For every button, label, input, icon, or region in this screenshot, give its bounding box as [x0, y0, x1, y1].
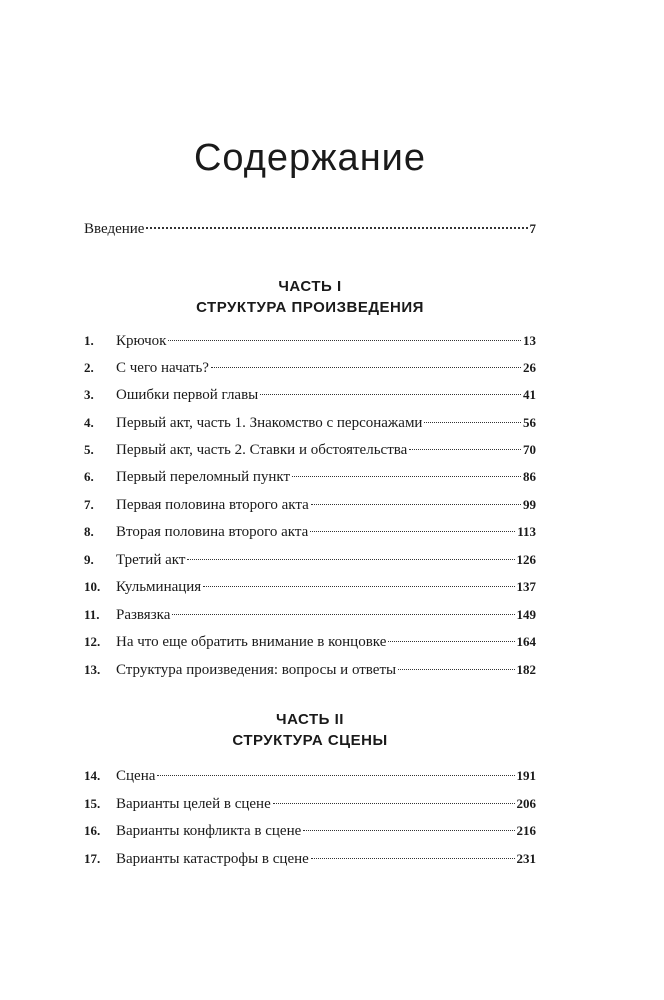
- chapter-number: 14.: [84, 768, 101, 783]
- chapter-title: Сцена: [116, 768, 156, 784]
- page-title: Содержание: [193, 137, 427, 180]
- dot-leader: [211, 367, 521, 368]
- chapter-page: 182: [516, 662, 536, 677]
- chapter-number: 11.: [84, 607, 100, 622]
- chapter-page: 70: [523, 442, 536, 457]
- dot-leader: [187, 559, 514, 560]
- chapter-title: Первый акт, часть 1. Знакомство с персонажами: [116, 415, 423, 431]
- chapter-page: 126: [516, 552, 536, 567]
- dot-leader: [303, 830, 514, 831]
- dot-leader: [203, 586, 514, 587]
- chapter-title: Вторая половина второго акта: [116, 524, 309, 540]
- toc-entry[interactable]: [84, 522, 536, 542]
- toc-entry[interactable]: [84, 577, 536, 597]
- toc-entry[interactable]: [84, 467, 536, 487]
- chapter-page: 206: [516, 796, 536, 811]
- chapter-number: 7.: [84, 497, 94, 512]
- toc-entry[interactable]: [84, 660, 536, 680]
- chapter-title: Варианты катастрофы в сцене: [116, 851, 309, 867]
- chapter-number: 12.: [84, 634, 101, 649]
- part-heading: [84, 709, 536, 751]
- chapter-number: 2.: [84, 360, 94, 375]
- chapter-page: 191: [516, 768, 536, 783]
- toc-entry[interactable]: [84, 440, 536, 460]
- chapter-page: 113: [517, 524, 536, 539]
- chapter-number: 5.: [84, 442, 94, 457]
- chapter-title: С чего начать?: [116, 360, 209, 376]
- chapter-page: 231: [516, 851, 536, 866]
- chapter-page: 164: [516, 634, 536, 649]
- chapter-page: 26: [523, 360, 536, 375]
- chapter-title: Первая половина второго акта: [116, 497, 309, 513]
- chapter-page: 13: [523, 333, 536, 348]
- chapter-title: Варианты целей в сцене: [116, 796, 271, 812]
- toc-entry[interactable]: [84, 766, 536, 786]
- chapter-title: Крючок: [116, 333, 167, 349]
- toc-entry[interactable]: [84, 632, 536, 652]
- dot-leader: [311, 858, 515, 859]
- chapter-title: Первый переломный пункт: [116, 469, 291, 485]
- toc-entry[interactable]: [84, 821, 536, 841]
- chapter-title: Первый акт, часть 2. Ставки и обстоятельства: [116, 442, 408, 458]
- dot-leader: [146, 227, 527, 229]
- toc-entry-intro[interactable]: [84, 219, 536, 239]
- chapter-number: 3.: [84, 387, 94, 402]
- dot-leader: [172, 614, 514, 615]
- toc-entry[interactable]: [84, 849, 536, 869]
- chapter-title: Структура произведения: вопросы и ответы: [116, 662, 397, 678]
- chapter-number: 16.: [84, 823, 101, 838]
- chapter-number: 8.: [84, 524, 94, 539]
- chapter-title: Ошибки первой главы: [116, 387, 259, 403]
- chapter-page: 216: [516, 823, 536, 838]
- toc-entry[interactable]: [84, 331, 536, 351]
- toc-entry-page: 7: [529, 221, 536, 236]
- dot-leader: [157, 775, 514, 776]
- dot-leader: [292, 476, 521, 477]
- chapter-title: Варианты конфликта в сцене: [116, 823, 302, 839]
- part-heading: [84, 276, 536, 318]
- dot-leader: [409, 449, 521, 450]
- chapter-page: 86: [523, 469, 536, 484]
- toc-entry[interactable]: [84, 550, 536, 570]
- chapter-title: Кульминация: [116, 579, 202, 595]
- chapter-number: 10.: [84, 579, 101, 594]
- chapter-number: 6.: [84, 469, 94, 484]
- chapter-number: 15.: [84, 796, 101, 811]
- chapter-page: 137: [516, 579, 536, 594]
- dot-leader: [260, 394, 521, 395]
- chapter-page: 41: [523, 387, 536, 402]
- toc-entry[interactable]: [84, 413, 536, 433]
- chapter-number: 4.: [84, 415, 94, 430]
- toc-entry[interactable]: [84, 605, 536, 625]
- dot-leader: [388, 641, 514, 642]
- chapter-page: 149: [516, 607, 536, 622]
- part-name: СТРУКТУРА ПРОИЗВЕДЕНИЯ: [196, 299, 424, 316]
- chapter-title: Развязка: [116, 607, 171, 623]
- chapter-number: 1.: [84, 333, 94, 348]
- toc-entry-label: Введение: [84, 221, 145, 237]
- chapter-title: На что еще обратить внимание в концовке: [116, 634, 387, 650]
- chapter-number: 13.: [84, 662, 101, 677]
- part-number: ЧАСТЬ II: [276, 711, 344, 728]
- dot-leader: [168, 340, 521, 341]
- toc-entry[interactable]: [84, 358, 536, 378]
- dot-leader: [424, 422, 521, 423]
- chapter-page: 99: [523, 497, 536, 512]
- dot-leader: [310, 531, 515, 532]
- chapter-number: 17.: [84, 851, 101, 866]
- chapter-number: 9.: [84, 552, 94, 567]
- toc-entry[interactable]: [84, 794, 536, 814]
- dot-leader: [311, 504, 521, 505]
- chapter-title: Третий акт: [116, 552, 186, 568]
- dot-leader: [273, 803, 515, 804]
- toc-entry[interactable]: [84, 495, 536, 515]
- chapter-page: 56: [523, 415, 536, 430]
- part-number: ЧАСТЬ I: [278, 278, 342, 295]
- toc-entry[interactable]: [84, 385, 536, 405]
- dot-leader: [398, 669, 514, 670]
- part-name: СТРУКТУРА СЦЕНЫ: [232, 732, 388, 749]
